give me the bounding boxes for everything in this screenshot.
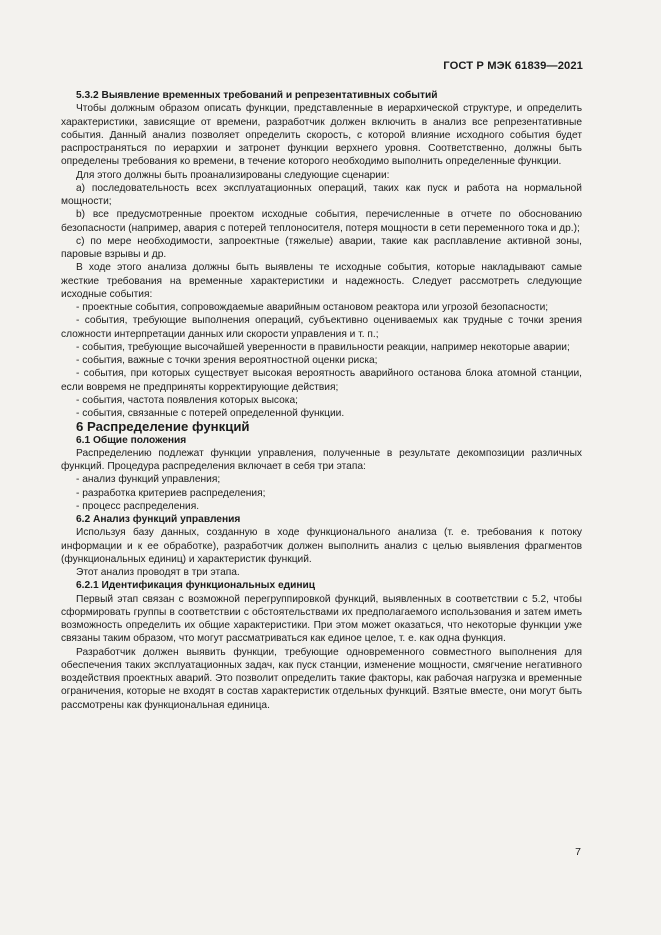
dash-item: - события, важные с точки зрения вероятностной оценки риска; (76, 355, 378, 366)
dash-item: - события, частота появления которых высока; (76, 394, 298, 406)
section-6-1-heading: 6.1 Общие положения (76, 434, 187, 446)
paragraph: В ходе этого анализа должны быть выявлены те исходные события, которые накладывают самые жесткие требования на временные характеристики и надежность. Следует рассмотреть следующие исходные события: (61, 262, 582, 300)
section-6-heading: 6 Распределение функций (76, 419, 250, 435)
paragraph: Чтобы должным образом описать функции, представленные в иерархической структуре, и определить характеристики, зависящие от времени, разработчик должен включить в анализ все репрезентативные события. Данный анализ позволяет определить скорость, с которой влияние исходного события будет распространяться по иерархии и затронет функции верхнего уровня. Соответственно, должны быть определены требования ко времени, в течение которого необходимо выполнить определенные функции. (61, 103, 582, 168)
dash-item: - анализ функций управления; (76, 474, 221, 486)
dash-item: - разработка критериев распределения; (76, 487, 266, 499)
paragraph: Первый этап связан с возможной перегруппировкой функций, выявленных в соответствии с 5.2, чтобы сформировать группы в соответствии с обстоятельствами их предполагаемого использования и затем иметь возможность определить их общие характеристики. При этом может оказаться, что некоторые функции уже связаны таким образом, что могут рассматриваться как единое целое, т. е. как одна функция. (61, 593, 582, 645)
list-item-b: b) все предусмотренные проектом исходные события, перечисленные в отчете по обоснованию безопасности (например, авария с потерей теплоносителя, потеря мощности в сети переменного тока и др.); (61, 209, 582, 234)
paragraph: Используя базу данных, созданную в ходе функционального анализа (т. е. требования к потоку информации и к ее обработке), разработчик должен выполнить анализ с целью выявления фрагментов (функциональных единиц) и характеристик функций. (61, 527, 582, 565)
list-item-c: c) по мере необходимости, запроектные (тяжелые) аварии, такие как расплавление активной зоны, паровые взрывы и др. (61, 235, 582, 260)
list-item-a: a) последовательность всех эксплуатационных операций, таких как пуск и работа на нормальной мощности; (61, 182, 582, 207)
standard-header: ГОСТ Р МЭК 61839—2021 (443, 60, 583, 72)
dash-item: - события, связанные с потерей определенной функции. (76, 408, 345, 419)
paragraph: Для этого должны быть проанализированы следующие сценарии: (76, 169, 390, 181)
dash-item: - проектные события, сопровождаемые аварийным остановом реактора или угрозой безопасности; (76, 302, 549, 313)
dash-item: - процесс распределения. (76, 500, 200, 512)
section-5-3-2-heading: 5.3.2 Выявление временных требований и репрезентативных событий (76, 90, 438, 101)
document-body (61, 89, 582, 712)
dash-item: - события, требующие выполнения операций, субъективно оцениваемых как трудные с точки зрения сложности интерпретации данных или скорости управления и т. п.; (61, 315, 582, 340)
dash-item: - события, при которых существует высокая вероятность аварийного останова блока атомной станции, если вовремя не предприняты корректирующие действия; (61, 368, 582, 393)
section-6-2-1-heading: 6.2.1 Идентификация функциональных единиц (76, 580, 316, 592)
section-6-2-heading: 6.2 Анализ функций управления (76, 514, 241, 525)
paragraph: Этот анализ проводят в три этапа. (76, 567, 240, 578)
paragraph: Распределению подлежат функции управления, полученные в результате декомпозиции различных функций. Процедура распределения включает в себя три этапа: (61, 447, 582, 472)
dash-item: - события, требующие высочайшей уверенности в правильности реакции, например некоторые аварии; (76, 341, 570, 353)
page-number: 7 (575, 846, 581, 858)
paragraph: Разработчик должен выявить функции, требующие одновременного совместного выполнения для обеспечения таких эксплуатационных задач, как пуск станции, изменение мощности, смягчение негативного воздействия проектных аварий. Это позволит определить такие факторы, как рабочая нагрузка и временные ограничения, которые не входят в состав характеристик отдельных функций. Взятые вместе, они могут быть рассмотрены как функциональная единица. (61, 646, 582, 711)
